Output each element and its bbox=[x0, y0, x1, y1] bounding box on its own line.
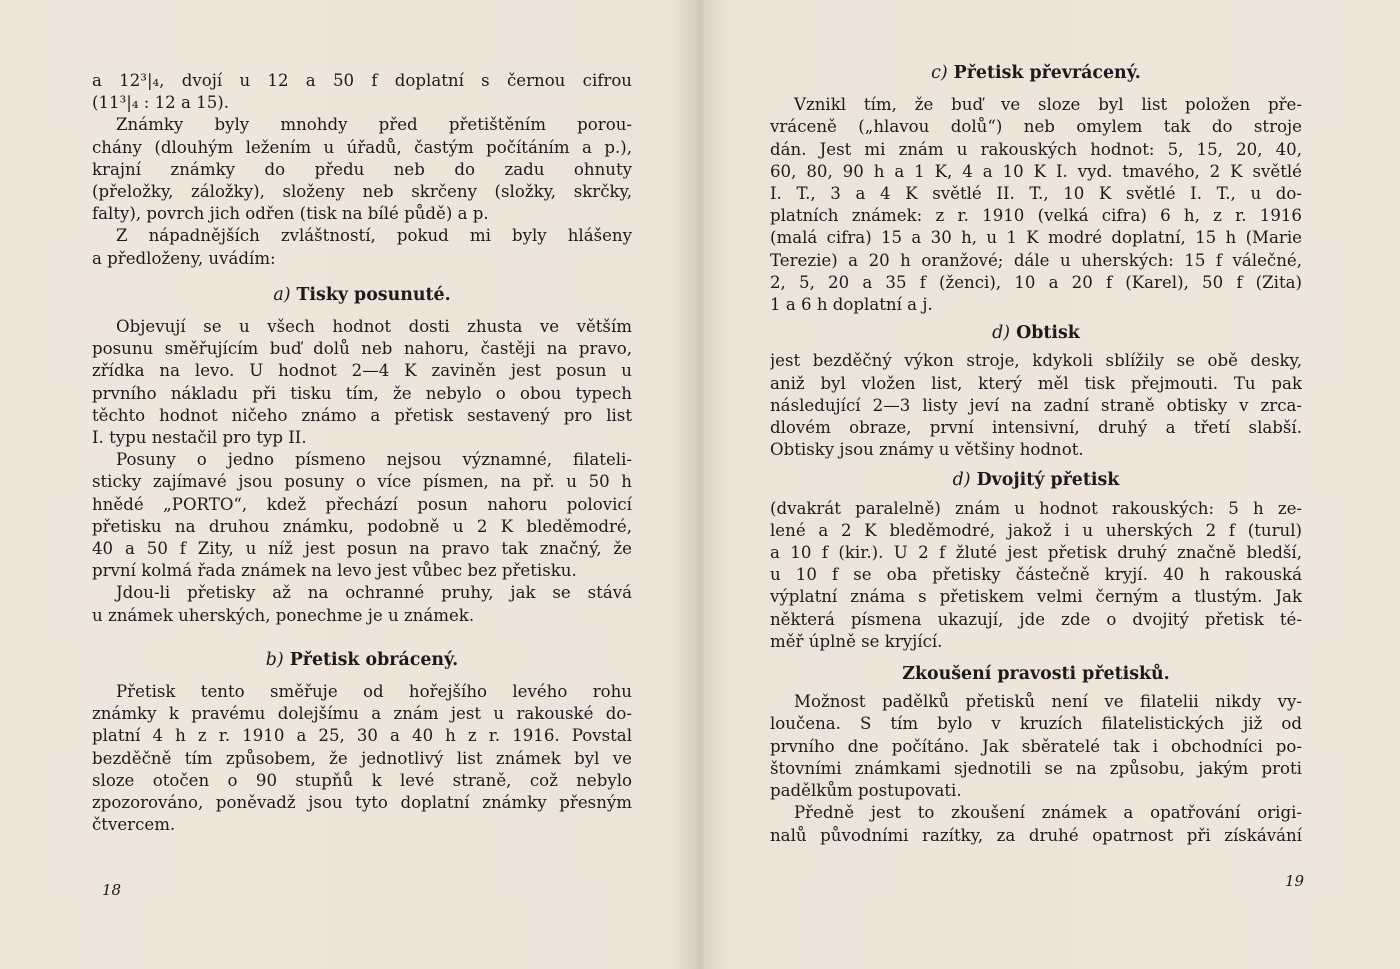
text-line: a 10 f (kir.). U 2 f žluté jest přetisk druhý značně bledší, bbox=[770, 543, 1302, 563]
page-number: 19 bbox=[1285, 872, 1305, 890]
text-line: loučena. S tím bylo v kruzích filatelistických již od bbox=[770, 714, 1302, 734]
section-title: Dvojitý přetisk bbox=[976, 470, 1120, 491]
section-title: Přetisk obrácený. bbox=[289, 649, 459, 670]
text-line: posunu směřujícím buď dolů neb nahoru, častěji na pravo, bbox=[92, 339, 632, 359]
section-letter: b) bbox=[265, 649, 284, 670]
text-line: jest bezděčný výkon stroje, kdykoli sblížily se obě desky, bbox=[770, 351, 1302, 371]
text-line: platních známek: z r. 1910 (velká cifra) 6 h, z r. 1916 bbox=[770, 206, 1302, 226]
text-line: (přeložky, záložky), složeny neb skrčeny (složky, skrčky, bbox=[92, 182, 632, 202]
text-line: těchto hodnot ničeho známo a přetisk sestavený pro list bbox=[92, 405, 632, 425]
text-line: Známky byly mnohdy před přetištěním porou- bbox=[116, 115, 632, 135]
text-line: měř úplně se kryjící. bbox=[770, 631, 943, 651]
text-line: následující 2—3 listy jeví na zadní straně obtisky v zrca- bbox=[770, 395, 1302, 415]
text-line: lené a 2 K bleděmodré, jakož i u uherských 2 f (turul) bbox=[770, 520, 1302, 540]
text-line: hnědé „PORTO“, kdež přechází posun nahoru polovicí bbox=[92, 494, 632, 514]
text-line: Možnost padělků přetisků není ve filatelii nikdy vy- bbox=[794, 692, 1302, 712]
text-line: 40 a 50 f Zity, u níž jest posun na pravo tak značný, že bbox=[92, 539, 632, 559]
text-line: Objevují se u všech hodnot dosti zhusta ve větším bbox=[116, 317, 632, 337]
section-letter: a) bbox=[273, 284, 291, 305]
section-letter: d) bbox=[992, 323, 1011, 344]
text-line: zpozorováno, poněvadž jsou tyto doplatní známky přesným bbox=[92, 793, 632, 813]
text-line: Přetisk tento směřuje od hořejšího levého rohu bbox=[116, 682, 632, 702]
text-line: 2, 5, 20 a 35 f (ženci), 10 a 20 f (Karel), 50 f (Zita) bbox=[770, 272, 1302, 292]
text-line: Posuny o jedno písmeno nejsou významné, filateli- bbox=[116, 450, 632, 470]
text-line: první kolmá řada známek na levo jest vůbec bez přetisku. bbox=[92, 561, 577, 581]
left-text-column bbox=[92, 70, 632, 837]
text-line: bezděčně tím způsobem, že jednotlivý list známek byl ve bbox=[92, 748, 632, 768]
text-line: (dvakrát paralelně) znám u hodnot rakouských: 5 h ze- bbox=[770, 498, 1302, 518]
section-title: Tisky posunuté. bbox=[296, 284, 451, 305]
section-heading-c bbox=[770, 62, 1302, 84]
text-line: a předloženy, uvádím: bbox=[92, 248, 276, 268]
text-line: Terezie) a 20 h oranžové; dále u uherských: 15 f válečné, bbox=[770, 250, 1302, 270]
section-letter: c) bbox=[931, 63, 948, 83]
text-line: štovními známkami sjednotili se na způsobu, jakým proti bbox=[770, 758, 1302, 778]
text-line: vráceně („hlavou dolů“) neb omylem tak do stroje bbox=[770, 117, 1302, 137]
text-line: sloze otočen o 90 stupňů k levé straně, což nebylo bbox=[92, 770, 632, 790]
text-line: a 12³|₄, dvojí u 12 a 50 f doplatní s černou cifrou bbox=[92, 71, 632, 90]
text-line: Z nápadnějších zvláštností, pokud mi byly hlášeny bbox=[116, 226, 632, 246]
section-heading-b bbox=[92, 649, 632, 671]
section-letter: d) bbox=[952, 470, 971, 491]
text-line: I. typu nestačil pro typ II. bbox=[92, 428, 307, 448]
text-line: dlovém obraze, první intensivní, druhý a třetí slabší. bbox=[770, 418, 1302, 438]
text-line: Jdou-li přetisky až na ochranné pruhy, jak se stává bbox=[116, 583, 632, 603]
text-line: padělkům postupovati. bbox=[770, 781, 962, 801]
text-line: prvního dne počítáno. Jak sběratelé tak i obchodníci po- bbox=[770, 736, 1302, 756]
text-line: u 10 f se oba přetisky částečně kryjí. 40 h rakouská bbox=[770, 565, 1302, 585]
text-line: některá písmena ukazují, jde zde o dvojitý přetisk té- bbox=[770, 609, 1302, 629]
text-line: nalů původními razítky, za druhé opatrnost při získávání bbox=[770, 825, 1302, 845]
right-page bbox=[700, 0, 1400, 969]
text-line: 1 a 6 h doplatní a j. bbox=[770, 295, 933, 315]
text-line: falty), povrch jich odřen (tisk na bílé půdě) a p. bbox=[92, 204, 489, 224]
text-line: I. T., 3 a 4 K světlé II. T., 10 K světlé I. T., u do- bbox=[770, 184, 1302, 204]
text-line: prvního nákladu při tisku tím, že nebylo o obou typech bbox=[92, 383, 632, 403]
text-line: (malá cifra) 15 a 30 h, u 1 K modré doplatní, 15 h (Marie bbox=[770, 228, 1302, 248]
section-heading-e bbox=[770, 469, 1302, 491]
text-line: krajní známky do předu neb do zadu ohnuty bbox=[92, 159, 632, 179]
text-line: přetisku na druhou známku, podobně u 2 K bleděmodré, bbox=[92, 516, 632, 536]
page-number: 18 bbox=[102, 881, 122, 899]
text-line: (11³|₄ : 12 a 15). bbox=[92, 93, 230, 113]
text-line: aniž byl vložen list, který měl tisk přejmouti. Tu pak bbox=[770, 373, 1302, 393]
text-line: známky k pravému dolejšímu a znám jest u rakouské do- bbox=[92, 704, 632, 724]
text-line: chány (dlouhým ležením u úřadů, častým počítáním a p.), bbox=[92, 137, 632, 157]
text-line: Obtisky jsou známy u většiny hodnot. bbox=[770, 440, 1084, 460]
text-line: 60, 80, 90 h a 1 K, 4 a 10 K I. vyd. tmavého, 2 K světlé bbox=[770, 161, 1302, 181]
text-line: dán. Jest mi znám u rakouských hodnot: 5, 15, 20, 40, bbox=[770, 139, 1302, 159]
right-text-column bbox=[770, 62, 1302, 847]
section-title: Obtisk bbox=[1016, 323, 1080, 344]
section-heading-f bbox=[770, 663, 1302, 685]
text-line: sticky zajímavé jsou posuny o více písmen, na př. u 50 h bbox=[92, 472, 632, 492]
text-line: čtvercem. bbox=[92, 815, 176, 835]
text-line: platní 4 h z r. 1910 a 25, 30 a 40 h z r. 1916. Povstal bbox=[92, 726, 632, 746]
section-title: Přetisk převrácený. bbox=[953, 63, 1141, 83]
section-heading-d bbox=[770, 322, 1302, 344]
text-line: u známek uherských, ponechme je u známek. bbox=[92, 605, 475, 625]
text-line: Předně jest to zkoušení známek a opatřování origi- bbox=[794, 803, 1302, 823]
text-line: zřídka na levo. U hodnot 2—4 K zaviněn jest posun u bbox=[92, 361, 632, 381]
text-line: Vznikl tím, že buď ve sloze byl list položen pře- bbox=[794, 95, 1302, 115]
section-title: Zkoušení pravosti přetisků. bbox=[902, 664, 1170, 685]
text-line: výplatní známa s přetiskem velmi černým a tlustým. Jak bbox=[770, 587, 1302, 607]
section-heading-a bbox=[92, 284, 632, 306]
